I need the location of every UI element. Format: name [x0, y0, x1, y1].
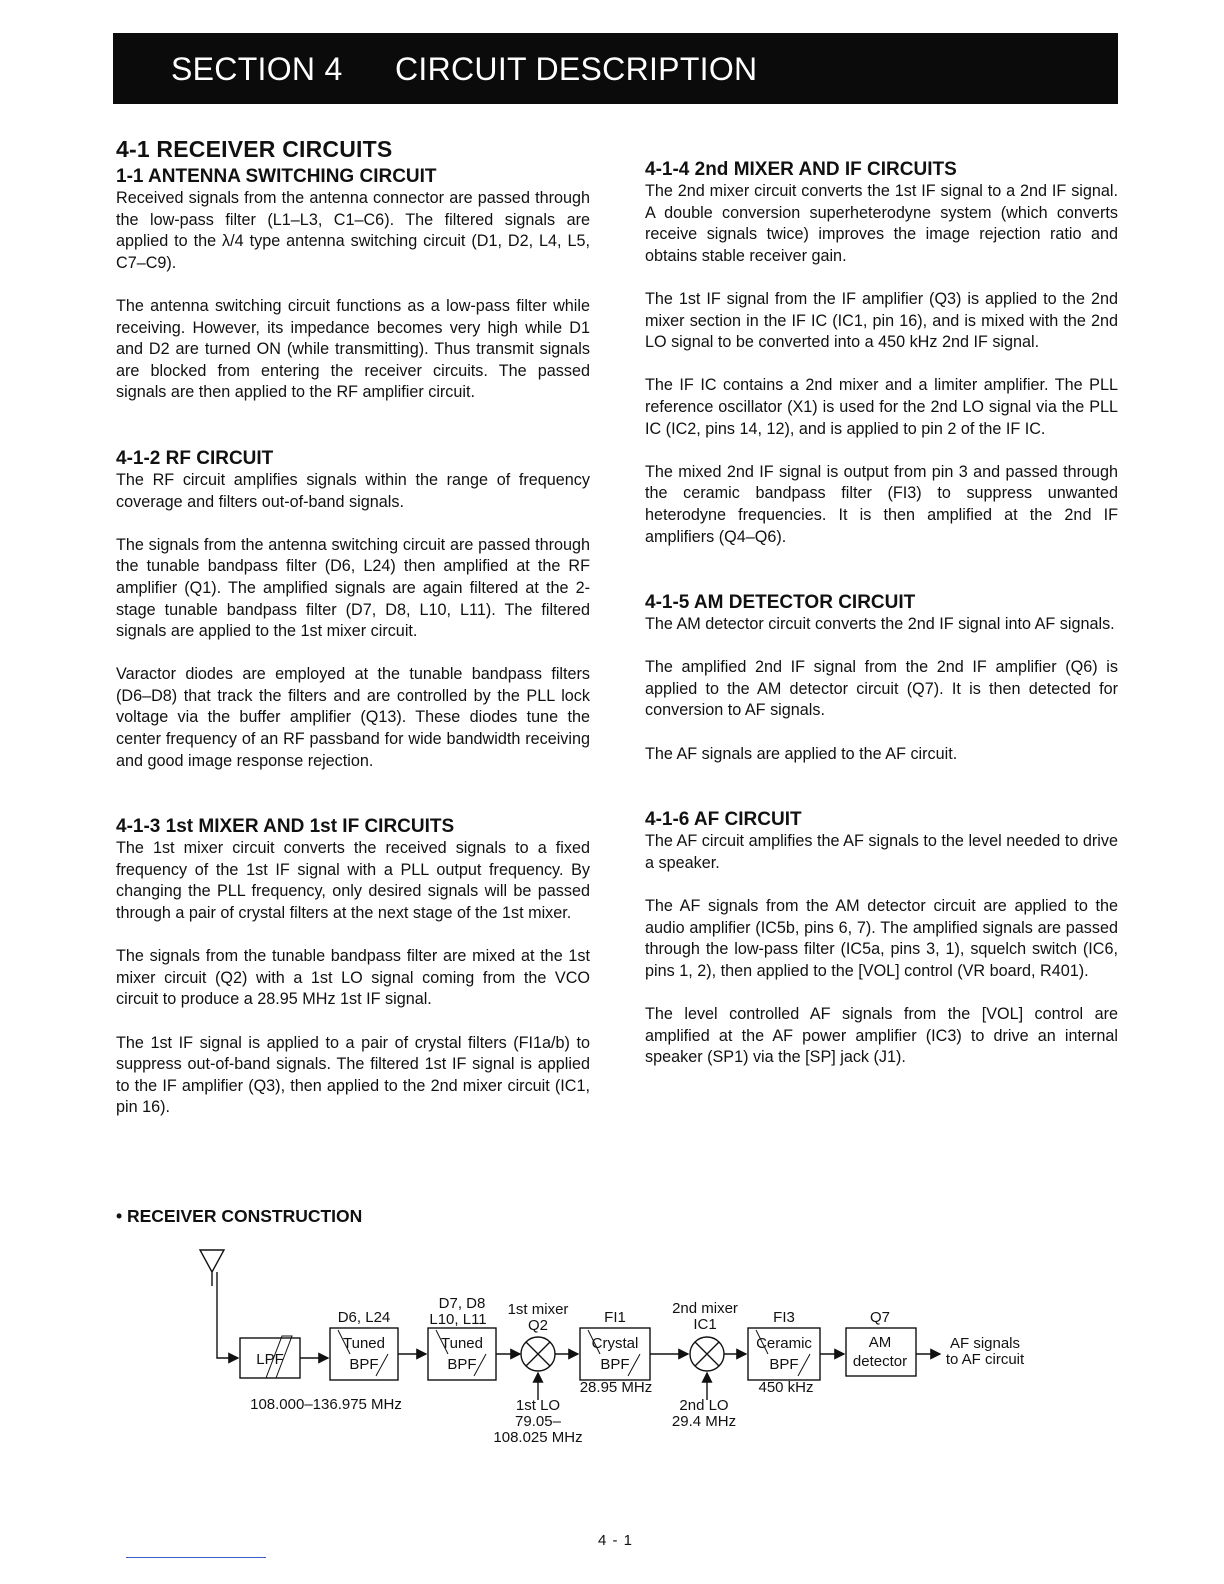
rf-circuit-p1: The RF circuit amplifies signals within the range of frequency coverage and filters out-of-band signals.	[116, 470, 590, 511]
right-column	[645, 158, 1118, 1069]
am-text: AM	[868, 1334, 892, 1351]
receiver-construction-heading: • RECEIVER CONSTRUCTION	[116, 1206, 363, 1226]
receiver-circuits-heading: 4-1 RECEIVER CIRCUITS	[116, 136, 393, 162]
antenna-switching-p1: Received signals from the antenna connector are passed through the low-pass filter (L1–L3, C1–C6). The filtered signals are applied to the λ/4 type antenna switching circuit (D1, D2, L4, L5, C7–C9).	[116, 189, 590, 272]
mixer-2-label-1: 2nd mixer	[672, 1300, 738, 1317]
am-detector-text: detector	[852, 1353, 908, 1370]
input-frequency: 108.000–136.975 MHz	[250, 1396, 402, 1413]
page-number: 4 - 1	[598, 1532, 634, 1549]
first-mixer-p3: The 1st IF signal is applied to a pair of crystal filters (FI1a/b) to suppress out-of-band signals. The filtered 1st IF signal is applied to the IF amplifier (Q3), then applied to the 2nd mixer circuit (IC1, pin 16).	[116, 1033, 590, 1117]
am-detector-p1: The AM detector circuit converts the 2nd IF signal into AF signals.	[645, 615, 1115, 634]
ceramic-text: Ceramic	[756, 1335, 812, 1352]
first-mixer-p2: The signals from the tunable bandpass filter are mixed at the 1st mixer circuit (Q2) with a 1st LO signal coming from the VCO circuit to produce a 28.95 MHz 1st IF signal.	[116, 947, 590, 1009]
mixer-2-label-2: IC1	[693, 1316, 717, 1333]
second-mixer-p3: The IF IC contains a 2nd mixer and a limiter amplifier. The PLL reference oscillator (X1) is used for the 2nd LO signal via the PLL IC (IC2, pins 14, 12), and is applied to pin 2 of the IF IC.	[645, 376, 1118, 438]
am-detector-heading: 4-1-5 AM DETECTOR CIRCUIT	[645, 592, 916, 614]
rf-circuit-p2: The signals from the antenna switching circuit are passed through the tunable bandpass filter (D6, L24) then amplified at the RF amplifier (Q1). The amplified signals are again filtered at the 2-stage tunable bandpass filter (D7, D8, L10, L11). The filtered signals are applied to the 1st mixer circuit.	[116, 535, 590, 641]
second-mixer-p2: The 1st IF signal from the IF amplifier (Q3) is applied to the 2nd mixer section in the IF IC (IC1, pin 16), and is mixed with the 2nd LO signal to be converted into a 450 kHz 2nd IF signal.	[645, 289, 1118, 352]
if1-frequency: 28.95 MHz	[579, 1379, 653, 1396]
af-circuit-p3: The level controlled AF signals from the [VOL] control are amplified at the AF power amplifier (IC3) to drive an internal speaker (SP1) via the [SP] jack (J1).	[645, 1005, 1118, 1067]
tuned-2-label-2: L10, L11	[429, 1311, 487, 1328]
rf-circuit-heading: 4-1-2 RF CIRCUIT	[116, 447, 274, 469]
ceramic-bpf-text: BPF	[769, 1356, 799, 1373]
crystal-text: Crystal	[591, 1335, 639, 1352]
footer-rule	[126, 1557, 266, 1558]
ceramic-label: FI3	[773, 1309, 795, 1326]
antenna-switching-p2: The antenna switching circuit functions as a low-pass filter while receiving. However, its impedance becomes very high while D1 and D2 are turned ON (while transmitting). Thus transmit signals are blocked from entering the receiver circuits. The passed signals are then applied to the RF amplifier circuit.	[116, 296, 590, 402]
receiver-block-diagram	[190, 1236, 1070, 1456]
tuned-2-bpf-text: BPF	[447, 1356, 477, 1373]
am-detector-p2: The amplified 2nd IF signal from the 2nd IF amplifier (Q6) is applied to the AM detector circuit (Q7). It is then detected for conversion to AF signals.	[645, 658, 1118, 720]
lo2-label-2: 29.4 MHz	[671, 1413, 737, 1430]
second-mixer-heading: 4-1-4 2nd MIXER AND IF CIRCUITS	[645, 159, 957, 180]
tuned-1-bpf-text: BPF	[349, 1356, 379, 1373]
lo1-label-1: 1st LO	[515, 1397, 561, 1414]
tuned-2-label-1: D7, D8	[438, 1295, 486, 1312]
first-mixer-p1: The 1st mixer circuit converts the received signals to a fixed frequency of the 1st IF signal with a PLL output frequency. By changing the PLL frequency, only desired signals will be passed through a pair of crystal filters at the next stage of the 1st mixer.	[116, 839, 590, 923]
output-label-2: to AF circuit	[945, 1351, 1025, 1368]
section-number: SECTION 4	[171, 51, 343, 87]
section-title: CIRCUIT DESCRIPTION	[395, 51, 758, 87]
first-mixer-heading: 4-1-3 1st MIXER AND 1st IF CIRCUITS	[116, 816, 455, 838]
left-column	[116, 136, 590, 1119]
am-detector-p3: The AF signals are applied to the AF circuit.	[645, 744, 958, 763]
mixer-1-label-1: 1st mixer	[507, 1301, 569, 1318]
tuned-2-text: Tuned	[441, 1335, 483, 1352]
tuned-1-label: D6, L24	[337, 1309, 391, 1326]
crystal-label: FI1	[604, 1309, 626, 1326]
crystal-bpf-text: BPF	[600, 1356, 630, 1373]
second-mixer-p4: The mixed 2nd IF signal is output from pin 3 and passed through the ceramic bandpass filter (FI3) to suppress unwanted heterodyne frequencies. It is then amplified at the 2nd IF amplifiers (Q4–Q6).	[645, 462, 1118, 546]
if2-frequency: 450 kHz	[758, 1379, 814, 1396]
second-mixer-p1: The 2nd mixer circuit converts the 1st IF signal to a 2nd IF signal. A double conversion superheterodyne system (which converts receive signals twice) improves the image rejection ratio and obtains stable receiver gain.	[645, 182, 1118, 265]
section-banner	[113, 33, 1118, 104]
antenna-icon	[200, 1250, 224, 1286]
lpf-text: LPF	[256, 1351, 284, 1368]
am-label: Q7	[869, 1309, 891, 1326]
tuned-1-text: Tuned	[343, 1335, 385, 1352]
mixer-1-label-2: Q2	[527, 1317, 549, 1334]
lo2-label-1: 2nd LO	[679, 1397, 729, 1414]
af-circuit-p1: The AF circuit amplifies the AF signals to the level needed to drive a speaker.	[645, 832, 1118, 872]
rf-circuit-p3: Varactor diodes are employed at the tunable bandpass filters (D6–D8) that track the filters and are controlled by the PLL lock voltage via the buffer amplifier (Q13). These diodes tune the center frequency of an RF passband for wide bandwidth receiving and good image response rejection.	[116, 665, 590, 770]
lo1-label-2: 79.05–	[515, 1413, 561, 1430]
af-circuit-p2: The AF signals from the AM detector circuit are applied to the audio amplifier (IC5b, pins 6, 7). The amplified signals are passed through the low-pass filter (IC5a, pins 3, 1), squelch switch (IC6, pins 1, 2), then applied to the [VOL] control (VR board, R401).	[645, 897, 1118, 980]
antenna-switching-heading: 1-1 ANTENNA SWITCHING CIRCUIT	[116, 166, 437, 187]
lo1-label-3: 108.025 MHz	[493, 1429, 583, 1446]
output-label-1: AF signals	[949, 1335, 1021, 1352]
af-circuit-heading: 4-1-6 AF CIRCUIT	[645, 809, 802, 831]
